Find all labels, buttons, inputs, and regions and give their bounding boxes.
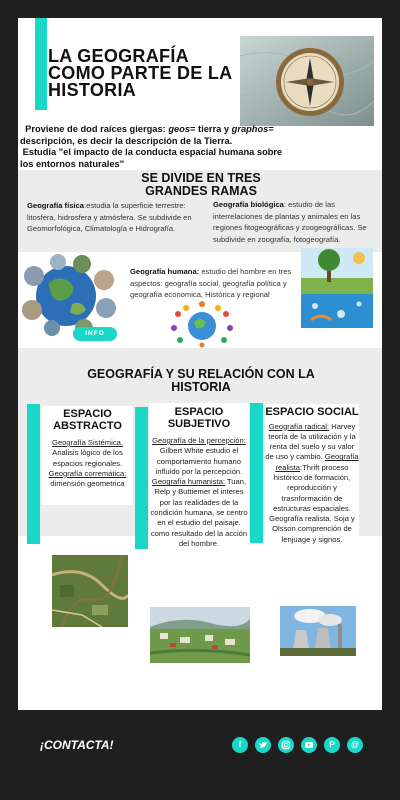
email-icon[interactable]: @ [347,737,363,753]
geografia-humana-text: Geografía humana: estudio del hombre en tres aspectos: geografía social, geografía política y geografía economica, Histórica y regional [130,267,292,300]
card-espacio-abstracto [42,406,133,505]
infographic-page [18,18,382,710]
card-subjetivo-body: Geografía de la percepción: Gilbert White estudio el comportamiento humano influido por la percepción. Geografía humanista: Tuan, Relp y Buttiemer el interes por las realidades de la condición humana, se centro en el estudio del paisaje. como resultado del la acción del hombre. [150,436,248,548]
geografia-biologica-text: Geografía biológica: estudio de las interrelaciones de plantas y animales en las regiones fitogeográficas y zoogeográficas. Se subdivide en zoografía, fotogeografía. [213,200,367,244]
contact-label[interactable]: ¡CONTACTA! [40,738,114,752]
accent-bar [35,18,47,110]
village-landscape-image [150,607,250,663]
ramas-title: SE DIVIDE EN TRES GRANDES RAMAS [141,171,261,198]
geografia-fisica-text: Geografía física:estudia la superficie terrestre: litosfera, hidrosfera y atmósfera. Se subdivide en Geomorfológica, Climatología e Hidrografía. [27,201,192,234]
card-social-heading: ESPACIO SOCIAL [265,406,359,418]
youtube-icon[interactable] [301,737,317,753]
accent-bar-social [250,403,263,543]
children-world-image [166,300,238,348]
card-abstracto-heading: ESPACIO ABSTRACTO [53,408,122,432]
compass-map-image [240,36,374,126]
globe-collage-image [20,254,116,338]
page-title: LA GEOGRAFÍA COMO PARTE DE LA HISTORIA [48,46,233,100]
biology-collage-image [301,248,373,328]
info-button[interactable]: INFO [73,327,117,341]
card-social-body: Geografía radical: Harvey teoría de la utilización y la renta del suelo y su valor de uso y cambio. Geografía realista:Thrift proceso histórico de formación, reproducción y trasnformación de estructuras espaciales. Geografía realista. Soja y Olsson comprención de lenjuage y signos. [265,421,359,544]
pinterest-icon[interactable]: P [324,737,340,753]
accent-bar-subjetivo [135,407,148,549]
card-abstracto-body: Geografía Sistémica. Analisis lógico de los espacios regionales. Geografía corremática: dimensión geometrica [48,438,127,489]
facebook-icon[interactable]: f [232,737,248,753]
power-plant-image [280,606,356,656]
accent-bar-abstracto [27,404,40,544]
card-espacio-social [265,404,359,603]
twitter-icon[interactable] [255,737,271,753]
aerial-terrain-image [52,555,128,627]
instagram-icon[interactable] [278,737,294,753]
card-subjetivo-heading: ESPACIO SUBJETIVO [167,406,231,430]
social-links [232,737,363,753]
relacion-title: GEOGRAFÍA Y SU RELACIÓN CON LA HISTORIA [87,367,315,394]
card-espacio-subjetivo [149,403,249,605]
intro-paragraph: Proviene de dod raíces giergas: geos= tierra y graphos= descripción, es decir la descripción de la Tierra. Estudia "el impacto de la conducta espacial humana sobre los entornos naturales" [20,124,283,169]
